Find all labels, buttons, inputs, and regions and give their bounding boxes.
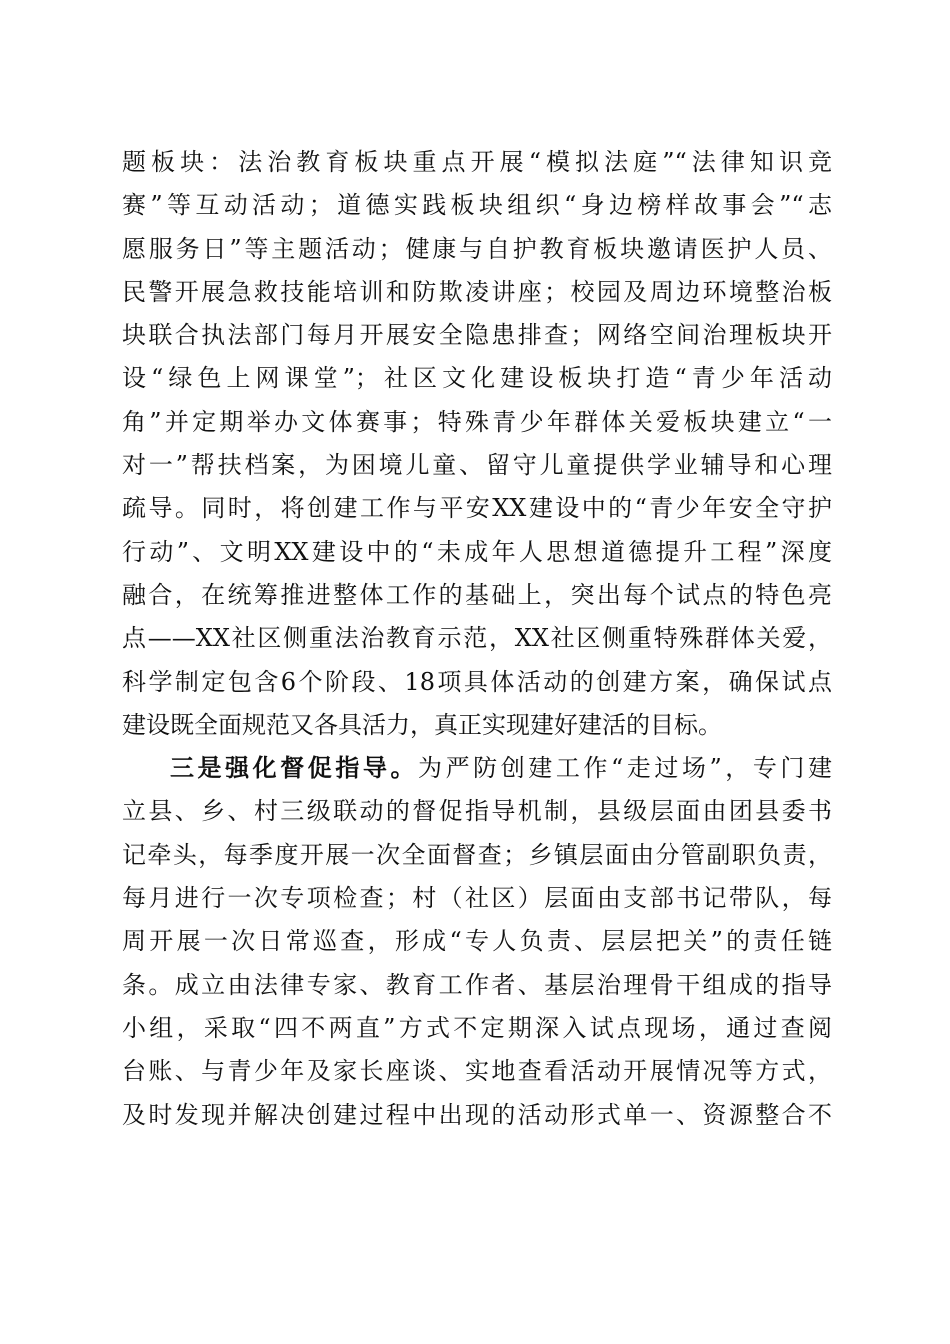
text-line: 角”并定期举办文体赛事；特殊青少年群体关爱板块建立“一 [122,407,832,436]
text-line: 愿服务日”等主题活动；健康与自护教育板块邀请医护人员、 [122,234,832,263]
text-line: 立县、乡、村三级联动的督促指导机制，县级层面由团县委书 [122,797,832,826]
text-line: 疏导。同时，将创建工作与平安XX建设中的“青少年安全守护 [122,494,832,523]
text-line: 建设既全面规范又各具活力，真正实现建好建活的目标。 [122,710,722,739]
paragraph-2 [122,747,832,1137]
text-line: 周开展一次日常巡查，形成“专人负责、层层把关”的责任链 [122,927,832,956]
text-line: 融合，在统筹推进整体工作的基础上，突出每个试点的特色亮 [122,580,832,609]
text-line: 块联合执法部门每月开展安全隐患排查；网络空间治理板块开 [122,321,832,350]
text-line: 题板块：法治教育板块重点开展“模拟法庭”“法律知识竞 [122,148,832,176]
paragraph-heading: 三是强化督促指导。 [170,754,419,783]
text-run: 为严防创建工作“走过场”，专门建 [418,754,832,783]
text-line: 民警开展急救技能培训和防欺凌讲座；校园及周边环境整治板 [122,277,832,306]
text-line: 每月进行一次专项检查；村（社区）层面由支部书记带队，每 [122,884,832,913]
text-line: 点——XX社区侧重法治教育示范，XX社区侧重特殊群体关爱， [122,624,832,653]
text-line: 台账、与青少年及家长座谈、实地查看活动开展情况等方式， [122,1057,832,1086]
text-line: 条。成立由法律专家、教育工作者、基层治理骨干组成的指导 [122,970,832,999]
paragraph-first-line [122,747,832,790]
text-line: 对一”帮扶档案，为困境儿童、留守儿童提供学业辅导和心理 [122,451,832,480]
text-line: 赛”等互动活动；道德实践板块组织“身边榜样故事会”“志 [122,191,832,220]
paragraph-1 [122,141,832,747]
text-line: 小组，采取“四不两直”方式不定期深入试点现场，通过查阅 [122,1013,832,1042]
text-line: 设“绿色上网课堂”；社区文化建设板块打造“青少年活动 [122,364,832,393]
text-line: 及时发现并解决创建过程中出现的活动形式单一、资源整合不 [122,1100,832,1129]
text-line: 科学制定包含6个阶段、18项具体活动的创建方案，确保试点 [122,667,832,696]
text-line: 行动”、文明XX建设中的“未成年人思想道德提升工程”深度 [122,537,832,566]
document-body [122,141,832,1137]
text-line: 记牵头，每季度开展一次全面督查；乡镇层面由分管副职负责， [122,840,832,869]
